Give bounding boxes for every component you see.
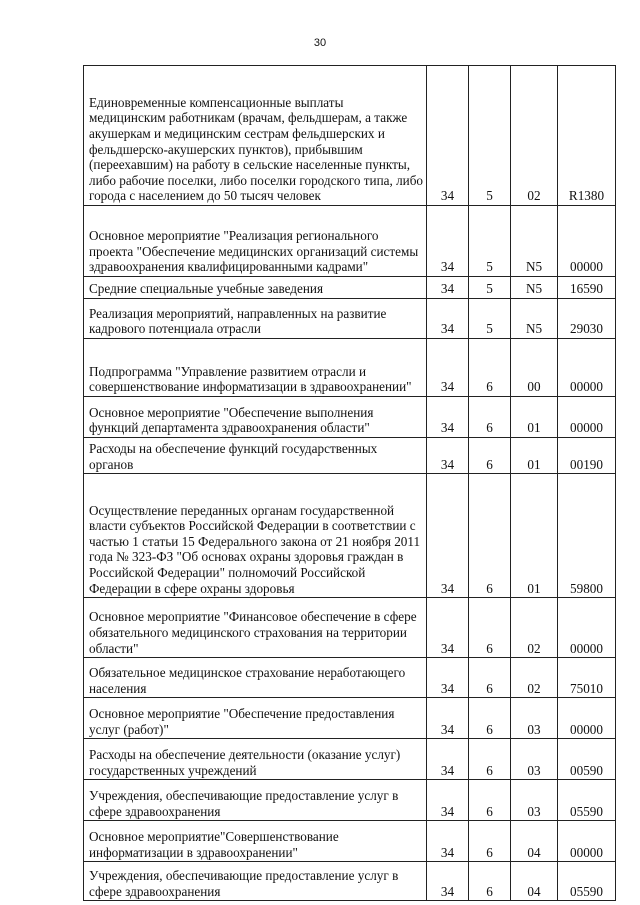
row-code-1: 34: [427, 277, 469, 299]
page-number: 30: [313, 37, 327, 49]
row-code-2: 6: [469, 862, 511, 901]
row-code-3: N5: [511, 277, 558, 299]
row-code-3: 03: [511, 739, 558, 780]
row-code-4: 05590: [558, 780, 616, 821]
row-code-3: 01: [511, 397, 558, 438]
row-code-3: 01: [511, 474, 558, 598]
row-name: Основное мероприятие "Финансовое обеспечение в сфере обязательного медицинского страхования на территории области": [84, 598, 427, 658]
row-code-2: 6: [469, 438, 511, 474]
row-code-4: 00000: [558, 821, 616, 862]
row-code-3: 01: [511, 438, 558, 474]
row-code-1: 34: [427, 206, 469, 277]
row-code-4: 29030: [558, 299, 616, 339]
table-row: [84, 598, 616, 658]
row-name: Учреждения, обеспечивающие предоставление услуг в сфере здравоохранения: [84, 862, 427, 901]
row-code-3: 03: [511, 698, 558, 739]
row-code-3: 02: [511, 598, 558, 658]
row-name: Учреждения, обеспечивающие предоставление услуг в сфере здравоохранения: [84, 780, 427, 821]
table-row: [84, 299, 616, 339]
row-code-4: 00000: [558, 598, 616, 658]
table-row: [84, 397, 616, 438]
row-code-2: 6: [469, 339, 511, 397]
row-code-1: 34: [427, 821, 469, 862]
row-name: Расходы на обеспечение деятельности (оказание услуг) государственных учреждений: [84, 739, 427, 780]
row-name: Подпрограмма "Управление развитием отрасли и совершенствование информатизации в здравоохранении": [84, 339, 427, 397]
row-code-4: 75010: [558, 658, 616, 698]
row-name: Средние специальные учебные заведения: [84, 277, 427, 299]
table-row: [84, 277, 616, 299]
table-row: [84, 862, 616, 901]
row-code-1: 34: [427, 698, 469, 739]
row-code-4: 00190: [558, 438, 616, 474]
row-code-2: 5: [469, 206, 511, 277]
row-code-2: 6: [469, 397, 511, 438]
row-code-1: 34: [427, 862, 469, 901]
row-code-3: N5: [511, 299, 558, 339]
row-code-1: 34: [427, 66, 469, 206]
row-name: Обязательное медицинское страхование неработающего населения: [84, 658, 427, 698]
table-row: [84, 739, 616, 780]
row-code-3: 02: [511, 658, 558, 698]
row-code-4: 00000: [558, 206, 616, 277]
table-row: [84, 658, 616, 698]
row-name: Реализация мероприятий, направленных на развитие кадрового потенциала отрасли: [84, 299, 427, 339]
row-code-3: 04: [511, 821, 558, 862]
row-code-2: 6: [469, 821, 511, 862]
row-name: Расходы на обеспечение функций государственных органов: [84, 438, 427, 474]
table-row: [84, 821, 616, 862]
row-code-2: 5: [469, 66, 511, 206]
row-name: Основное мероприятие "Обеспечение предоставления услуг (работ)": [84, 698, 427, 739]
row-code-4: 00000: [558, 397, 616, 438]
row-code-2: 5: [469, 277, 511, 299]
row-code-4: 00000: [558, 339, 616, 397]
row-code-1: 34: [427, 658, 469, 698]
row-code-3: 00: [511, 339, 558, 397]
row-code-2: 5: [469, 299, 511, 339]
row-code-2: 6: [469, 780, 511, 821]
row-name: Основное мероприятие"Совершенствование информатизации в здравоохранении": [84, 821, 427, 862]
row-code-2: 6: [469, 658, 511, 698]
table-row: [84, 206, 616, 277]
row-code-2: 6: [469, 598, 511, 658]
row-code-2: 6: [469, 474, 511, 598]
row-code-1: 34: [427, 339, 469, 397]
row-name: Осуществление переданных органам государственной власти субъектов Российской Федерации в соответствии с частью 1 статьи 15 Федерального закона от 21 ноября 2011 года № 323-ФЗ "Об основах охраны здоровья граждан в Российской Федерации" полномочий Российской Федерации в сфере охраны здоровья: [84, 474, 427, 598]
row-code-1: 34: [427, 299, 469, 339]
row-code-1: 34: [427, 598, 469, 658]
row-code-4: 00000: [558, 698, 616, 739]
row-code-1: 34: [427, 739, 469, 780]
table-row: [84, 780, 616, 821]
row-code-3: N5: [511, 206, 558, 277]
budget-table: [83, 65, 616, 901]
row-code-4: 05590: [558, 862, 616, 901]
table-row: [84, 66, 616, 206]
row-code-2: 6: [469, 739, 511, 780]
row-name: Единовременные компенсационные выплаты медицинским работникам (врачам, фельдшерам, а также акушеркам и медицинским сестрам фельдшерских и фельдшерско-акушерских пунктов), прибывшим (переехавшим) на работу в сельские населенные пункты, либо рабочие поселки, либо поселки городского типа, либо города с населением до 50 тысяч человек: [84, 66, 427, 206]
row-code-1: 34: [427, 438, 469, 474]
row-code-1: 34: [427, 474, 469, 598]
row-code-4: 16590: [558, 277, 616, 299]
table-row: [84, 698, 616, 739]
row-code-3: 04: [511, 862, 558, 901]
row-code-2: 6: [469, 698, 511, 739]
row-code-3: 02: [511, 66, 558, 206]
row-code-4: 59800: [558, 474, 616, 598]
row-code-1: 34: [427, 397, 469, 438]
table-row: [84, 474, 616, 598]
row-code-1: 34: [427, 780, 469, 821]
row-name: Основное мероприятие "Обеспечение выполнения функций департамента здравоохранения области": [84, 397, 427, 438]
row-code-4: R1380: [558, 66, 616, 206]
row-code-3: 03: [511, 780, 558, 821]
table-row: [84, 438, 616, 474]
row-code-4: 00590: [558, 739, 616, 780]
row-name: Основное мероприятие "Реализация регионального проекта "Обеспечение медицинских организаций системы здравоохранения квалифицированными кадрами": [84, 206, 427, 277]
table-row: [84, 339, 616, 397]
